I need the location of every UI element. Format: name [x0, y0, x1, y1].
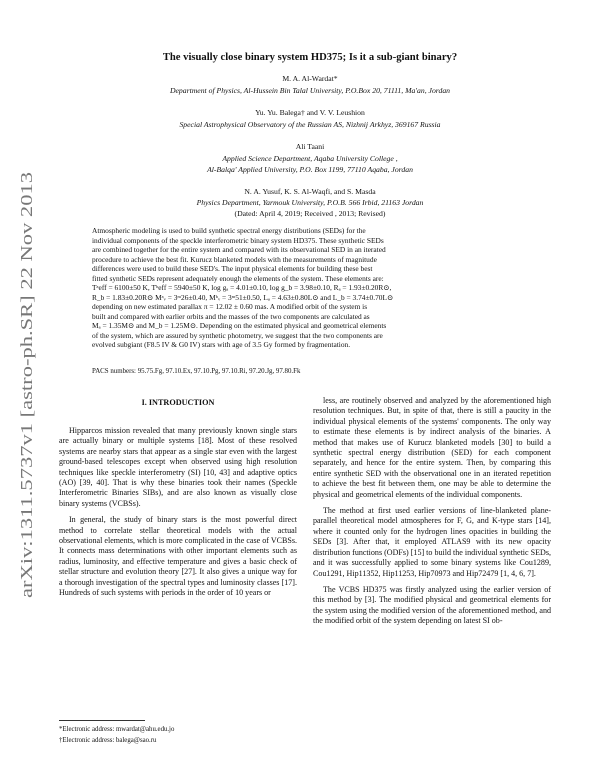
abstract-line: are combined together for the entire system and compared with its observational SED in an iterated: [92, 245, 386, 254]
author-line-2: Yu. Yu. Balega† and V. V. Leushion: [255, 108, 365, 117]
footnote-2: †Electronic address: balega@sao.ru: [59, 737, 157, 744]
abstract-line: Mₐ = 1.35M⊙ and M_b = 1.25M⊙. Depending on the estimated physical and geometrical elements: [92, 321, 387, 330]
abstract-line: procedure to achieve the best fit. Kurucz blanketed models with the measurements of magnitude: [92, 254, 377, 264]
paragraph: In general, the study of binary stars is the most powerful direct method to correlate stellar theoretical models with the actual observational elements, which is more complicated in the case of VCBSs. It connects mass determinations with other important elements such as radius, luminosity, and effective temperature and gives a basic check of stellar structure and evolution theory [27]. It also gives a unique way for a thorough investigation of the spectral types and luminosity classes [17]. Hundreds of such systems with periods in the order of 10 years or: [59, 515, 297, 598]
affiliation-3a: Applied Science Department, Aqaba University College ,: [222, 154, 398, 163]
arxiv-identifier: [8, 170, 40, 600]
footnote-1: *Electronic address: mwardat@ahu.edu.jo: [59, 726, 175, 733]
affiliation-2: Special Astrophysical Observatory of the Russian AS, Nizhnij Arkhyz, 369167 Russia: [179, 120, 441, 129]
dates: (Dated: April 4, 2019; Received , 2013; Revised): [234, 209, 386, 218]
right-column: [313, 396, 551, 633]
footnote-rule: [59, 720, 145, 721]
author-line-1: M. A. Al-Wardat*: [282, 74, 338, 83]
abstract-line: Tᵃeff = 6100±50 K, Tᵇeff = 5940±50 K, log gₐ = 4.01±0.10, log g_b = 3.98±0.10, Rₐ = 1.93±0.20R⊙,: [92, 283, 392, 292]
abstract: [92, 226, 507, 350]
affiliation-4: Physics Department, Yarmouk University, P.O.B. 566 Irbid, 21163 Jordan: [196, 198, 424, 207]
abstract-line: R_b = 1.83±0.20R⊙ Mᵃᵥ = 3ᵐ26±0.40, Mᵇᵥ = 3ᵐ51±0.50, Lₐ = 4.63±0.80L⊙ and L_b = 3.74±0.70L⊙: [92, 292, 394, 302]
paragraph: The VCBS HD375 was firstly analyzed using the earlier version of this method by [3]. The modified physical and geometrical elements for the system using the modified version of the aforementioned method, and the modified orbit of the system depending on latest SI ob-: [313, 584, 551, 626]
pacs-numbers: PACS numbers: 95.75.Fg, 97.10.Ex, 97.10.Pg, 97.10.Ri, 97.20.Jg, 97.80.Fk: [92, 368, 301, 375]
affiliation-1: Department of Physics, Al-Hussein Bin Talal University, P.O.Box 20, 71111, Ma'an, Jordan: [169, 86, 451, 95]
section-heading: I. INTRODUCTION: [141, 398, 215, 407]
abstract-line: built and compared with earlier orbits and the masses of the two components are calculated as: [92, 311, 370, 321]
author-line-4: N. A. Yusuf, K. S. Al-Waqfi, and S. Masda: [244, 187, 376, 196]
abstract-line: fitted synthetic SEDs represent adequately enough the elements of the system. These elements are:: [92, 273, 384, 283]
paragraph: Hipparcos mission revealed that many previously known single stars are actually binary or multiple systems [18]. Most of these resolved systems are nearby stars that appear as a single star even with the largest ground-based telescopes except when observed using high resolution techniques like speckle interferometry (SI) [10, 43] and adaptive optics (AO) [39, 40]. That is why these binaries took their names (Speckle Interferometric Binaries SIBs), and are also known as visually close binary systems (VCBSs).: [59, 426, 297, 508]
paragraph: less, are routinely observed and analyzed by the aforementioned high resolution techniques. But, in spite of that, there is still a paucity in the individual physical elements of the systems' components. The only way to estimate these elements is by indirect analysis of the binaries. A method that makes use of Kurucz blanketed models [30] to build a synthetic spectral energy distribution (SED) for each component separately, and hence for the entire system. Then, by comparing this entire synthetic SED with the observational one in an iterated repetition to achieve the best fit between them, one may be able to determine the physical and geometrical elements of the individual components.: [313, 396, 551, 499]
arxiv-id-text: arXiv:1311.5737v1 [astro-ph.SR] 22 Nov 2013: [17, 286, 36, 598]
abstract-line: of the system, which are assured by synthetic photometry, we suggest that the two components are: [92, 330, 383, 340]
author-line-3: Ali Taani: [295, 142, 325, 151]
abstract-line: Atmospheric modeling is used to build synthetic spectral energy distributions (SEDs) for the: [92, 226, 366, 235]
abstract-line: individual components of the speckle interferometric binary system HD375. These synthetic SEDs: [92, 235, 384, 245]
paper-title: The visually close binary system HD375; Is it a sub-giant binary?: [162, 52, 458, 63]
abstract-line: evolved subgiant (F8.5 IV & G0 IV) stars with age of 3.5 Gy formed by fragmentation.: [92, 340, 351, 349]
abstract-line: depending on new estimated parallax π = 12.02 ± 0.60 mas. A modified orbit of the system is: [92, 302, 368, 311]
abstract-line: differences were used to build these SED's. The input physical elements for building these best: [92, 264, 373, 273]
paragraph: The method at first used earlier versions of line-blanketed plane-parallel theoretical model atmospheres for F, G, and K-type stars [14], where it counted only for the hydrogen lines opacities in building the SEDs [3]. After that, it employed ATLAS9 with its new opacity distribution functions (ODFs) [15] to build the individual synthetic SEDs, and it was successfully applied to some binary systems like Cou1289, Cou1291, Hip11352, Hip11253, Hip70973 and Hip72479 [1, 4, 6, 7].: [313, 506, 551, 578]
affiliation-3b: Al-Balqa' Applied University, P.O. Box 1199, 77110 Aqaba, Jordan: [207, 165, 413, 174]
left-column: [59, 426, 297, 605]
